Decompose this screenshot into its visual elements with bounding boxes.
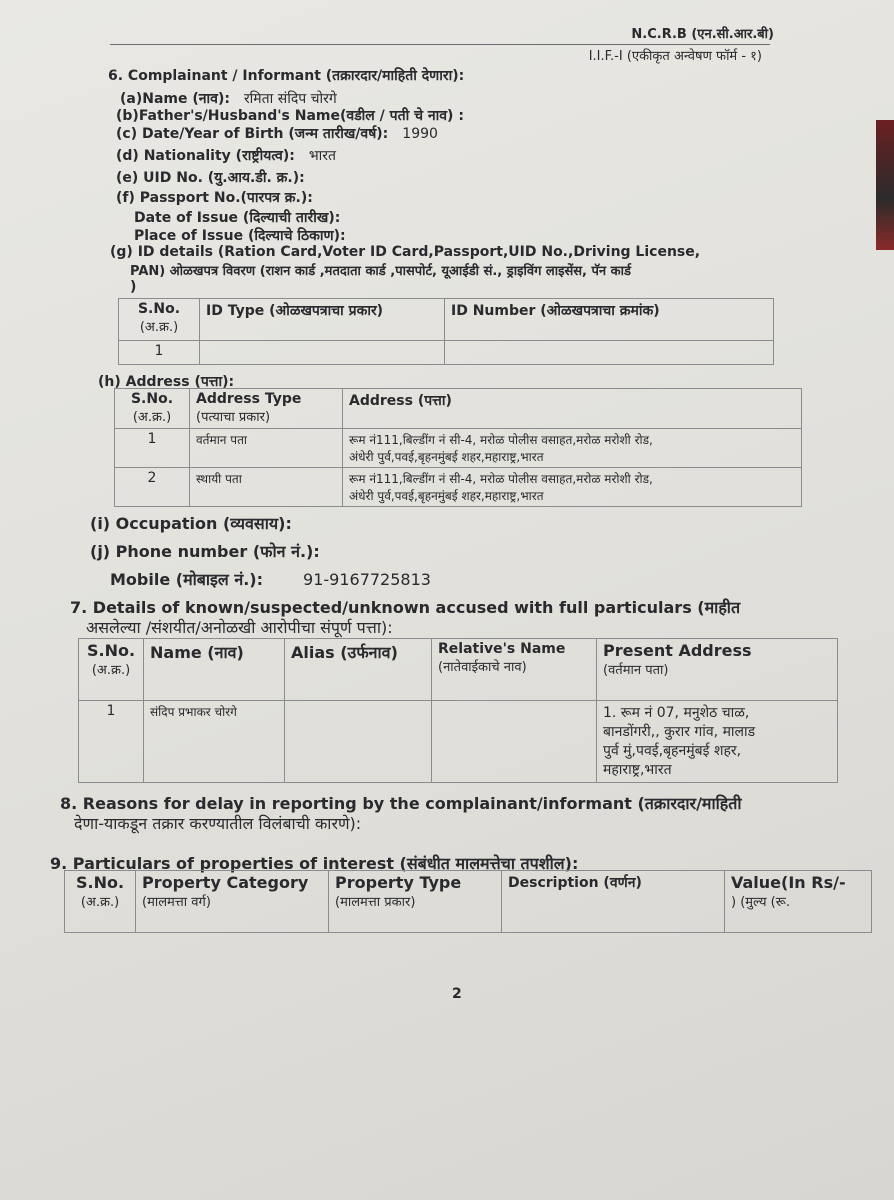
addr-col-address: Address (पत्ता) [343,389,802,429]
father-name-label: (b)Father's/Husband's Name(वडील / पती चे नाव) : [116,108,464,124]
mobile-value: 91-9167725813 [303,570,431,589]
properties-table [64,870,872,933]
acc-col-alias: Alias (उर्फनाव) [285,639,432,701]
addr-row1-address: रूम नं111,बिल्डींग नं सी-4, मरोळ पोलीस वसाहत,मरोळ मरोशी रोड, अंधेरी पुर्व,पवई,बृहनमुंबई शहर,महाराष्ट्र,भारत [343,429,802,468]
dob-label: (c) Date/Year of Birth (जन्म तारीख/वर्ष): [116,126,389,142]
background-object [876,120,894,250]
dob-field [116,124,438,143]
name-label: (a)Name (नाव): [120,91,230,107]
section-8-heading-line2: देणा-याकडून तक्रार करण्यातील विलंबाची कारणे): [74,814,362,833]
accused-table [78,638,838,783]
dob-value: 1990 [402,126,438,142]
addr-row2-type: स्थायी पता [190,468,343,507]
acc-row-relative [432,701,597,783]
prop-col-value: Value(In Rs/- ) (मुल्य (रू. [725,871,872,933]
prop-col-category: Property Category (मालमत्ता वर्ग) [136,871,329,933]
addr-col-sno: S.No. (अ.क्र.) [115,389,190,429]
section-6-heading: 6. Complainant / Informant (तक्रारदार/माहिती देणारा): [108,68,465,84]
acc-row-name: संदिप प्रभाकर चोरगे [144,701,285,783]
acc-col-name: Name (नाव) [144,639,285,701]
page-number: 2 [452,986,462,1002]
passport-label: (f) Passport No.(पारपत्र क्र.): [116,190,313,206]
acc-col-address: Present Address (वर्तमान पता) [597,639,838,701]
uid-label: (e) UID No. (यु.आय.डी. क्र.): [116,170,305,186]
section-8-heading-line1: 8. Reasons for delay in reporting by the complainant/informant (तक्रारदार/माहिती [60,794,742,813]
id-col-sno: S.No. (अ.क्र.) [119,299,200,341]
place-of-issue-label: Place of Issue (दिल्याचे ठिकाण): [134,228,346,244]
acc-row-sno: 1 [79,701,144,783]
addr-row1-type: वर्तमान पता [190,429,343,468]
nationality-value: भारत [308,148,337,164]
id-details-line3: ) [130,279,137,295]
section-7-heading-line1: 7. Details of known/suspected/unknown accused with full particulars (माहीत [70,598,741,617]
table-row [119,341,774,365]
id-row-sno: 1 [119,341,200,365]
occupation-label: (i) Occupation (व्यवसाय): [90,514,292,533]
acc-row-alias [285,701,432,783]
addr-row2-address: रूम नं111,बिल्डींग नं सी-4, मरोळ पोलीस वसाहत,मरोळ मरोशी रोड, अंधेरी पुर्व,पवई,बृहनमुंबई शहर,महाराष्ट्र,भारत [343,468,802,507]
section-7-heading-line2: असलेल्या /संशयीत/अनोळखी आरोपीचा संपूर्ण पत्ता): [86,618,393,637]
header-divider [110,44,770,45]
acc-col-sno: S.No. (अ.क्र.) [79,639,144,701]
section-9-heading: 9. Particulars of properties of interest (संबंधीत मालमत्तेचा तपशील): [50,854,579,873]
id-row-type [200,341,445,365]
name-value: रमिता संदिप चोरगे [243,91,337,107]
addr-row2-sno: 2 [115,468,190,507]
prop-col-description: Description (वर्णन) [502,871,725,933]
mobile-field [110,568,431,590]
nationality-label: (d) Nationality (राष्ट्रीयत्व): [116,148,295,164]
acc-row-address: 1. रूम नं 07, मनुशेठ चाळ, बानडोंगरी,, कुरार गांव, मालाड पुर्व मुं,पवई,बृहनमुंबई शहर, महाराष्ट्र,भारत [597,701,838,783]
id-col-number: ID Number (ओळखपत्राचा क्रमांक) [445,299,774,341]
id-row-number [445,341,774,365]
addr-row1-sno: 1 [115,429,190,468]
date-of-issue-label: Date of Issue (दिल्याची तारीख): [134,210,341,226]
phone-label: (j) Phone number (फोन नं.): [90,542,320,561]
address-label: (h) Address (पत्ता): [98,374,235,390]
table-row [79,701,838,783]
acc-col-relative: Relative's Name (नातेवाईकाचे नाव) [432,639,597,701]
prop-col-sno: S.No. (अ.क्र.) [65,871,136,933]
addr-col-type: Address Type (पत्याचा प्रकार) [190,389,343,429]
ncrb-header: N.C.R.B (एन.सी.आर.बी) [631,27,774,42]
mobile-label: Mobile (मोबाइल नं.): [110,570,264,589]
id-details-line1: (g) ID details (Ration Card,Voter ID Card,Passport,UID No.,Driving License, [110,244,701,260]
table-row [115,468,802,507]
iif-header: I.I.F.-I (एकीकृत अन्वेषण फॉर्म - १) [588,49,762,64]
id-col-type: ID Type (ओळखपत्राचा प्रकार) [200,299,445,341]
table-row [115,429,802,468]
id-details-table [118,298,774,365]
address-table [114,388,802,507]
prop-col-type: Property Type (मालमत्ता प्रकार) [329,871,502,933]
id-details-line2: PAN) ओळखपत्र विवरण (राशन कार्ड ,मतदाता कार्ड ,पासपोर्ट, यूआईडी सं., ड्राइविंग लाइसेंस, पॅन कार्ड [130,264,631,279]
nationality-field [116,146,336,165]
